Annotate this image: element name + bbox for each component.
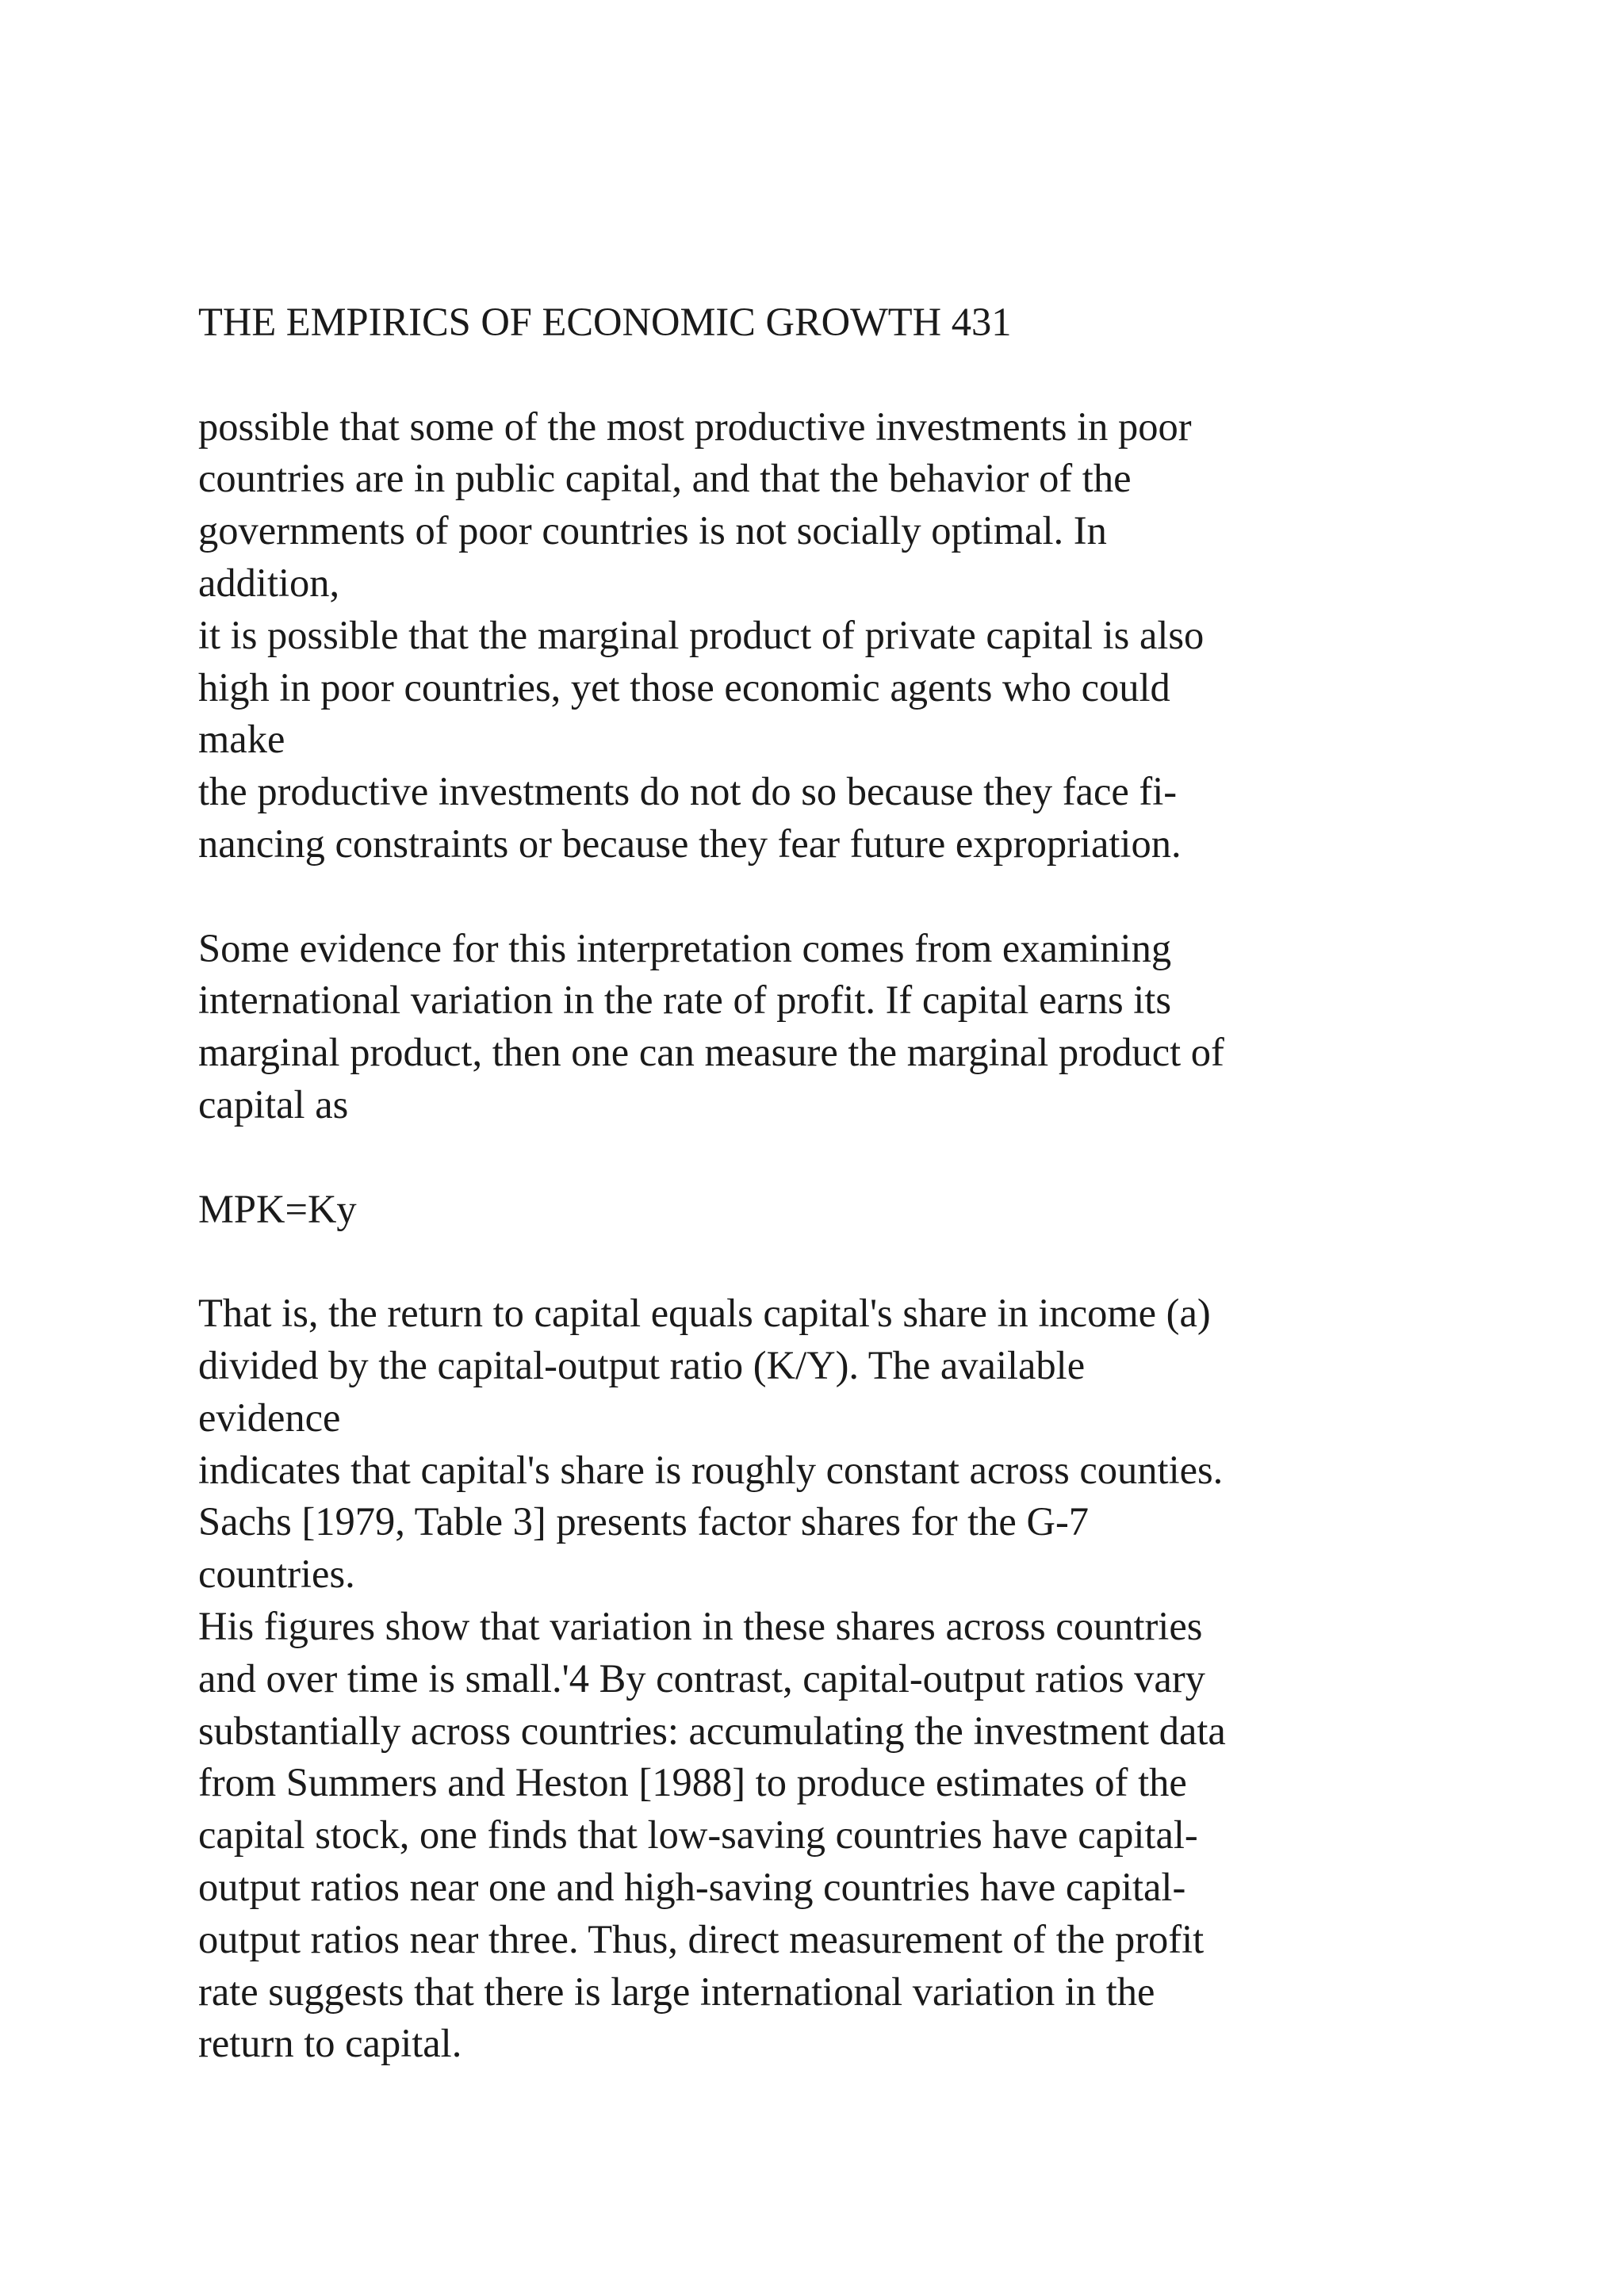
- text-line: His figures show that variation in these shares across countries: [198, 1603, 1203, 1648]
- spacer: [198, 1131, 1594, 1184]
- text-line: return to capital.: [198, 2021, 462, 2066]
- text-line: it is possible that the marginal product of private capital is also: [198, 612, 1205, 657]
- paragraph-3: [198, 1288, 1594, 2070]
- text-line: possible that some of the most productive investments in poor: [198, 404, 1192, 449]
- text-line: marginal product, then one can measure the marginal product of: [198, 1030, 1224, 1075]
- text-line: international variation in the rate of profit. If capital earns its: [198, 978, 1171, 1023]
- text-line: indicates that capital's share is roughly constant across counties.: [198, 1447, 1224, 1492]
- text-line: That is, the return to capital equals capital's share in income (a): [198, 1291, 1211, 1336]
- equation: [198, 1184, 1594, 1236]
- spacer: [198, 349, 1594, 401]
- paragraph-1: [198, 401, 1594, 871]
- text-line: substantially across countries: accumulating the investment data: [198, 1708, 1226, 1753]
- text-line: evidence: [198, 1395, 341, 1440]
- text-line: the productive investments do not do so because they face fi-: [198, 769, 1178, 814]
- text-line: addition,: [198, 560, 340, 605]
- text-line: capital stock, one finds that low-saving countries have capital-: [198, 1812, 1198, 1858]
- text-line: Some evidence for this interpretation comes from examining: [198, 925, 1172, 970]
- text-line: rate suggests that there is large international variation in the: [198, 1969, 1155, 2014]
- text-line: governments of poor countries is not socially optimal. In: [198, 508, 1107, 553]
- text-line: output ratios near three. Thus, direct measurement of the profit: [198, 1916, 1205, 1961]
- spacer: [198, 871, 1594, 923]
- text-line: high in poor countries, yet those economic agents who could: [198, 664, 1170, 710]
- text-line: capital as: [198, 1081, 349, 1127]
- text-line: nancing constraints or because they fear future expropriation.: [198, 821, 1182, 866]
- spacer: [198, 1235, 1594, 1288]
- document-body: [198, 297, 1594, 2070]
- equation-line: MPK=Ky: [198, 1186, 357, 1231]
- text-line: Sachs [1979, Table 3] presents factor shares for the G-7: [198, 1499, 1090, 1544]
- text-line: make: [198, 717, 285, 762]
- paragraph-2: [198, 923, 1594, 1131]
- text-line: and over time is small.'4 By contrast, capital-output ratios vary: [198, 1655, 1205, 1701]
- text-line: from Summers and Heston [1988] to produce estimates of the: [198, 1760, 1187, 1805]
- text-line: output ratios near one and high-saving countries have capital-: [198, 1864, 1186, 1909]
- text-line: countries.: [198, 1552, 355, 1597]
- text-line: divided by the capital-output ratio (K/Y). The available: [198, 1342, 1086, 1387]
- text-line: countries are in public capital, and that the behavior of the: [198, 456, 1132, 501]
- running-header: THE EMPIRICS OF ECONOMIC GROWTH 431: [198, 300, 1012, 344]
